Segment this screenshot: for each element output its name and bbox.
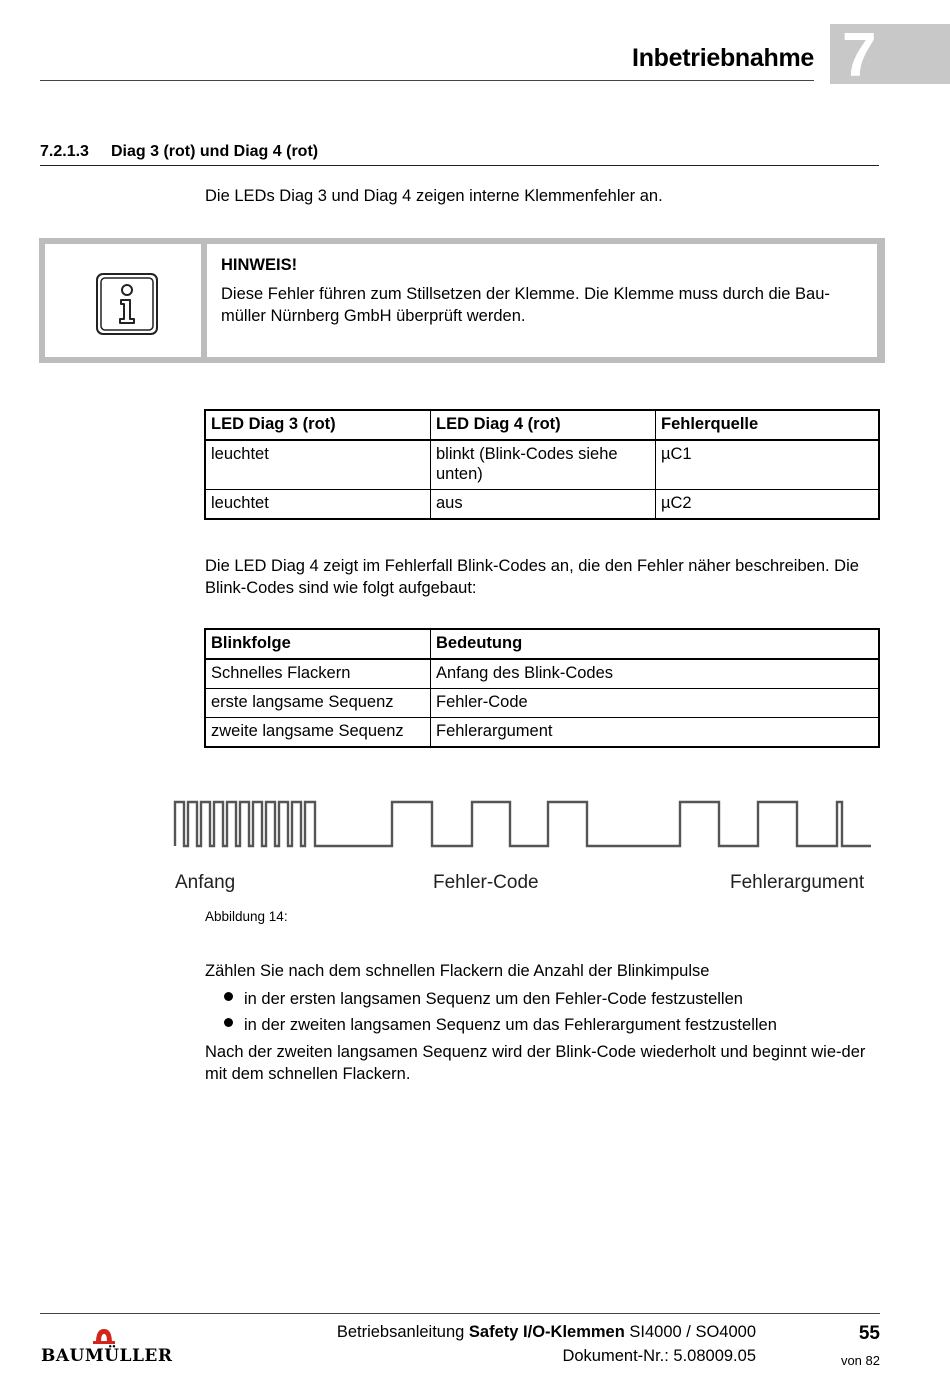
table-cell: µC2 (656, 490, 880, 520)
table-header-row (205, 629, 879, 659)
table-cell: Anfang des Blink-Codes (431, 659, 880, 689)
notice-box (39, 238, 885, 363)
table-cell: blinkt (Blink-Codes siehe unten) (431, 440, 656, 490)
notice-content-panel (207, 244, 877, 357)
table-cell: Schnelles Flackern (205, 659, 431, 689)
baumueller-logo-icon (93, 1327, 115, 1344)
diagram-label-error-argument: Fehlerargument (730, 872, 865, 893)
repeat-paragraph: Nach der zweiten langsamen Sequenz wird der Blink-Code wiederholt und beginnt wie-der mit dem schnellen Flackern. (205, 1043, 866, 1083)
signal-waveform (175, 802, 871, 846)
figure-caption: Abbildung 14: (205, 909, 288, 924)
bullet-icon (224, 1018, 233, 1027)
footer-document-title: Betriebsanleitung Safety I/O-Klemmen SI4000 / SO4000 (336, 1323, 756, 1341)
baumueller-logo: BAUMÜLLER (41, 1346, 173, 1366)
intro-paragraph: Die LEDs Diag 3 und Diag 4 zeigen interne Klemmenfehler an. (205, 187, 663, 205)
table-header-cell: LED Diag 4 (rot) (431, 410, 656, 440)
footer-divider (40, 1313, 880, 1314)
table-header-cell: LED Diag 3 (rot) (205, 410, 431, 440)
list-item (224, 1012, 777, 1038)
bullet-list (224, 986, 777, 1038)
list-item (224, 986, 777, 1012)
page-total: von 82 (840, 1353, 880, 1368)
header-divider (40, 80, 814, 81)
footer-document-number: Dokument-Nr.: 5.08009.05 (562, 1347, 756, 1365)
table-row (205, 440, 879, 490)
notice-title: HINWEIS! (221, 256, 298, 274)
table-cell: zweite langsame Sequenz (205, 718, 431, 748)
section-number: 7.2.1.3 (40, 143, 89, 160)
section-heading (40, 143, 318, 161)
table-row (205, 689, 879, 718)
table-cell: leuchtet (205, 490, 431, 520)
notice-text: Diese Fehler führen zum Stillsetzen der Klemme. Die Klemme muss durch die Bau-müller Nürnberg GmbH überprüft werden. (221, 285, 830, 325)
section-divider (40, 165, 879, 166)
table-header-cell: Bedeutung (431, 629, 880, 659)
count-paragraph: Zählen Sie nach dem schnellen Flackern die Anzahl der Blinkimpulse (205, 962, 710, 980)
blink-code-table (204, 628, 880, 748)
diagram-label-error-code: Fehler-Code (433, 872, 539, 893)
chapter-number: 7 (842, 21, 877, 90)
blink-intro-paragraph: Die LED Diag 4 zeigt im Fehlerfall Blink-Codes an, die den Fehler näher beschreiben. Die Blink-Codes sind wie folgt aufgebaut: (205, 557, 859, 597)
table-header-row (205, 410, 879, 440)
list-item-text: in der ersten langsamen Sequenz um den Fehler-Code festzustellen (244, 990, 743, 1008)
table-row (205, 659, 879, 689)
bullet-icon (224, 992, 233, 1001)
table-header-cell: Blinkfolge (205, 629, 431, 659)
led-diag-table (204, 409, 880, 520)
table-header-cell: Fehlerquelle (656, 410, 880, 440)
page-number: 55 (858, 1323, 880, 1344)
table-row (205, 718, 879, 748)
table-cell: erste langsame Sequenz (205, 689, 431, 718)
chapter-number-box (830, 21, 950, 90)
table-cell: Fehler-Code (431, 689, 880, 718)
notice-icon-panel (45, 244, 201, 357)
table-cell: µC1 (656, 440, 880, 490)
diagram-label-start: Anfang (175, 872, 236, 893)
table-cell: Fehlerargument (431, 718, 880, 748)
chapter-title: Inbetriebnahme (632, 44, 814, 72)
info-icon (96, 273, 158, 335)
table-cell: aus (431, 490, 656, 520)
table-cell: leuchtet (205, 440, 431, 490)
section-title: Diag 3 (rot) und Diag 4 (rot) (111, 143, 319, 160)
list-item-text: in der zweiten langsamen Sequenz um das Fehlerargument festzustellen (244, 1016, 777, 1034)
table-row (205, 490, 879, 520)
